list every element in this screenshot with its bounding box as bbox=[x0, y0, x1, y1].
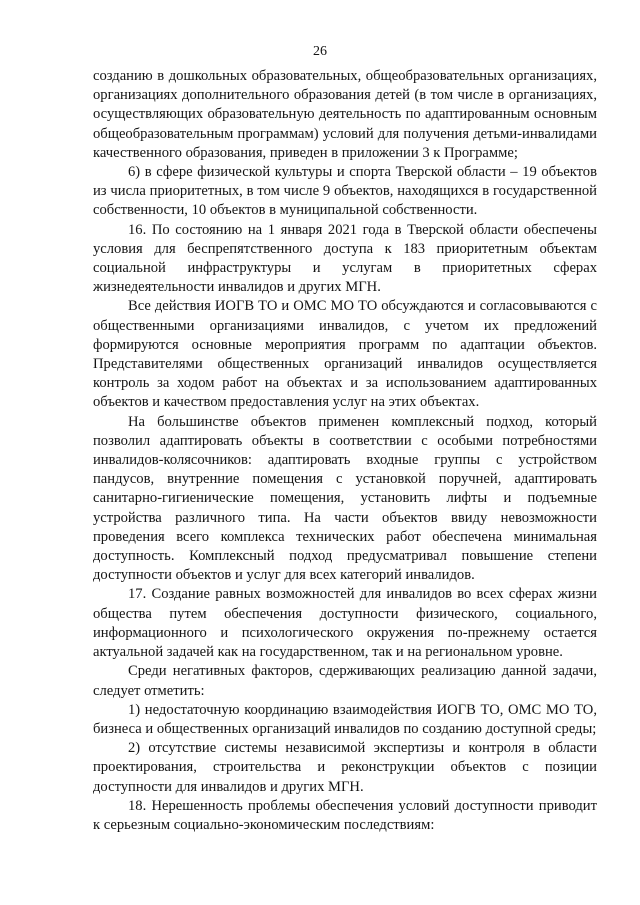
paragraph-16-accessibility-status: 16. По состоянию на 1 января 2021 года в Тверской области обеспечены условия для беспрепятственного доступа к 183 приоритетным объектам социальной инфраструктуры и услугам в приоритетных сферах жизнедеятельности инвалидов и других МГН. bbox=[93, 221, 597, 296]
paragraph-education-conditions: созданию в дошкольных образовательных, общеобразовательных организациях, организациях дополнительного образования детей (в том числе в организациях, осуществляющих образовательную деятельность по адаптированным основным общеобразовательным программам) условий для получения детьми-инвалидами качественного образования, приведен в приложении 3 к Программе; bbox=[93, 68, 597, 161]
page-number: 26 bbox=[313, 44, 327, 59]
paragraph-public-organizations: Все действия ИОГВ ТО и ОМС МО ТО обсуждаются и согласовываются с общественными организациями инвалидов, с учетом их предложений формируются основные мероприятия программ по адаптации объектов. Представителями общественных организаций инвалидов осуществляется контроль за ходом работ на объектах и за использованием адаптированных объектов и качеством предоставления услуг на этих объектах. bbox=[93, 298, 597, 411]
paragraph-18-consequences: 18. Нерешенность проблемы обеспечения условий доступности приводит к серьезным социально-экономическим последствиям: bbox=[93, 797, 597, 833]
document-body bbox=[93, 67, 597, 835]
paragraph-factor-expertise: 2) отсутствие системы независимой экспертизы и контроля в области проектирования, строительства и реконструкции объектов с позиции доступности для инвалидов и других МГН. bbox=[93, 740, 597, 795]
paragraph-complex-approach: На большинстве объектов применен комплексный подход, который позволил адаптировать объекты в соответствии с особыми потребностями инвалидов-колясочников: адаптировать входные группы с устройством пандусов, внутренние помещения с установкой поручней, адаптировать санитарно-гигиенические помещения, установить лифты и подъемные устройства различного типа. На части объектов ввиду невозможности проведения всего комплекса технических работ обеспечена минимальная доступность. Комплексный подход предусматривал повышение степени доступности объектов и услуг для всех категорий инвалидов. bbox=[93, 413, 597, 584]
paragraph-17-equal-opportunities: 17. Создание равных возможностей для инвалидов во всех сферах жизни общества путем обеспечения доступности физического, социального, информационного и психологического окружения по-прежнему остается актуальной задачей как на государственном, так и на региональном уровне. bbox=[93, 586, 597, 661]
paragraph-sports-objects: 6) в сфере физической культуры и спорта Тверской области – 19 объектов из числа приоритетных, в том числе 9 объектов, находящихся в государственной собственности, 10 объектов в муниципальной собственности. bbox=[93, 164, 597, 219]
paragraph-negative-factors: Среди негативных факторов, сдерживающих реализацию данной задачи, следует отметить: bbox=[93, 663, 597, 699]
paragraph-factor-coordination: 1) недостаточную координацию взаимодействия ИОГВ ТО, ОМС МО ТО, бизнеса и общественных организаций инвалидов по созданию доступной среды; bbox=[93, 701, 597, 737]
